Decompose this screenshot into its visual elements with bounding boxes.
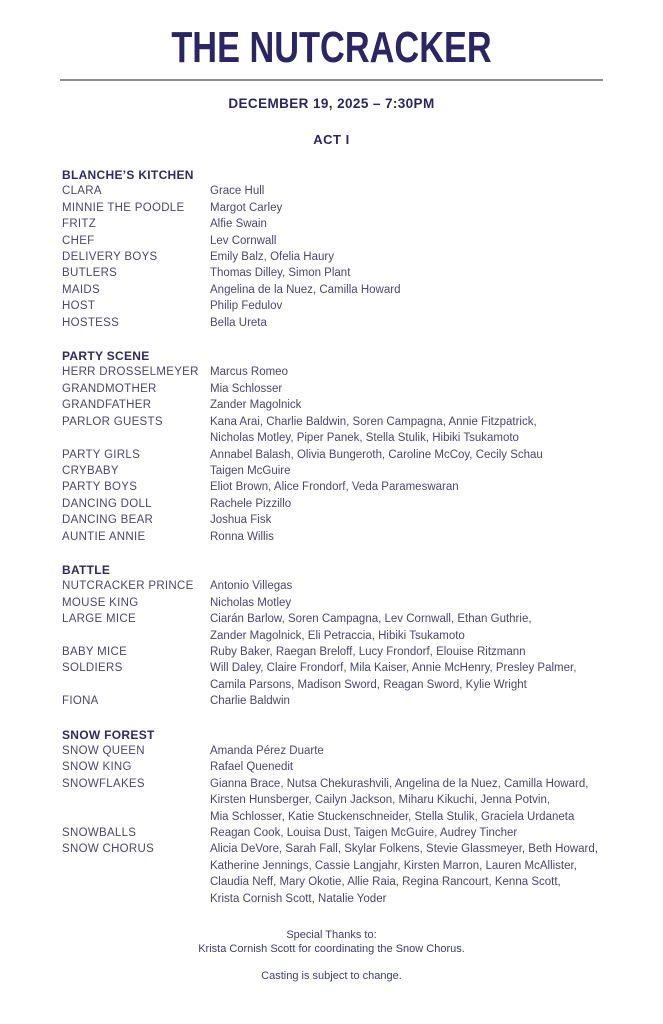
role-label: MAIDS bbox=[62, 283, 100, 296]
cast-name-line: Ronna Willis bbox=[210, 530, 274, 543]
cast-names bbox=[210, 529, 623, 545]
role-label: FIONA bbox=[62, 695, 99, 708]
cast-names bbox=[210, 381, 623, 397]
cast-names bbox=[210, 364, 623, 380]
cast-name-line: Marcus Romeo bbox=[210, 366, 288, 379]
cast-name-line: Zander Magolnick bbox=[210, 399, 302, 412]
cast-row bbox=[62, 364, 623, 380]
cast-row bbox=[62, 183, 623, 199]
cast-name-line: Thomas Dilley, Simon Plant bbox=[210, 267, 351, 280]
cast-names bbox=[210, 479, 623, 495]
role-label: CRYBABY bbox=[62, 464, 119, 477]
role-label: PARTY BOYS bbox=[62, 481, 138, 494]
cast-sections bbox=[0, 167, 663, 907]
cast-names bbox=[210, 216, 623, 232]
cast-names bbox=[210, 447, 623, 463]
cast-names bbox=[210, 265, 623, 281]
cast-names bbox=[210, 183, 623, 199]
cast-row bbox=[62, 414, 623, 447]
cast-name-line: Joshua Fisk bbox=[210, 514, 272, 527]
cast-row bbox=[62, 249, 623, 265]
cast-row bbox=[62, 265, 623, 281]
cast-row bbox=[62, 759, 623, 775]
cast-row bbox=[62, 841, 623, 907]
cast-name-line: Camila Parsons, Madison Sword, Reagan Sword, Kylie Wright bbox=[210, 678, 527, 691]
role-label: SOLDIERS bbox=[62, 662, 123, 675]
cast-name-line: Claudia Neff, Mary Okotie, Allie Raia, Regina Rancourt, Kenna Scott, bbox=[210, 876, 561, 889]
section-rows bbox=[62, 578, 623, 709]
section-title: BLANCHE’S KITCHEN bbox=[62, 168, 194, 182]
cast-name-line: Antonio Villegas bbox=[210, 580, 293, 593]
section-title: SNOW FOREST bbox=[62, 727, 155, 742]
cast-names bbox=[210, 776, 623, 825]
role-label: DANCING DOLL bbox=[62, 497, 152, 510]
section-rows bbox=[62, 364, 623, 544]
cast-names bbox=[210, 233, 623, 249]
cast-names bbox=[210, 578, 623, 594]
role-label: LARGE MICE bbox=[62, 613, 136, 626]
cast-name-line: Eliot Brown, Alice Frondorf, Veda Parameswaran bbox=[210, 481, 459, 494]
cast-row bbox=[62, 282, 623, 298]
cast-row bbox=[62, 200, 623, 216]
cast-names bbox=[210, 200, 623, 216]
role-label: AUNTIE ANNIE bbox=[62, 530, 146, 543]
role-label: MINNIE THE POODLE bbox=[62, 201, 185, 214]
cast-name-line: Bella Ureta bbox=[210, 316, 267, 329]
cast-name-line: Ruby Baker, Raegan Breloff, Lucy Frondorf, Elouise Ritzmann bbox=[210, 645, 526, 658]
section-rows bbox=[62, 743, 623, 907]
casting-note: Casting is subject to change. bbox=[261, 970, 402, 983]
cast-names bbox=[210, 463, 623, 479]
performance-datetime: DECEMBER 19, 2025 – 7:30PM bbox=[228, 96, 435, 111]
role-label: BUTLERS bbox=[62, 267, 118, 280]
role-label: PARTY GIRLS bbox=[62, 448, 141, 461]
cast-names bbox=[210, 825, 623, 841]
cast-row bbox=[62, 298, 623, 314]
role-label: HOSTESS bbox=[62, 316, 120, 329]
cast-names bbox=[210, 611, 623, 644]
cast-row bbox=[62, 496, 623, 512]
cast-row bbox=[62, 743, 623, 759]
act-heading: ACT I bbox=[313, 132, 350, 147]
cast-names bbox=[210, 496, 623, 512]
cast-names bbox=[210, 743, 623, 759]
cast-name-line: Mia Schlosser bbox=[210, 382, 283, 395]
cast-name-line: Taigen McGuire bbox=[210, 464, 291, 477]
role-label: HOST bbox=[62, 300, 96, 313]
cast-names bbox=[210, 298, 623, 314]
cast-names bbox=[210, 512, 623, 528]
role-label: SNOW QUEEN bbox=[62, 745, 145, 757]
cast-name-line: Grace Hull bbox=[210, 185, 265, 198]
cast-name-line: Margot Carley bbox=[210, 201, 283, 214]
role-label: CHEF bbox=[62, 234, 95, 247]
section-title: BATTLE bbox=[62, 562, 111, 577]
cast-row bbox=[62, 693, 623, 709]
role-label: PARLOR GUESTS bbox=[62, 415, 163, 428]
cast-section bbox=[62, 727, 623, 907]
cast-name-line: Katherine Jennings, Cassie Langjahr, Kirsten Marron, Lauren McAllister, bbox=[210, 859, 577, 872]
role-label: DELIVERY BOYS bbox=[62, 251, 158, 264]
cast-name-line: Lev Cornwall bbox=[210, 234, 277, 247]
cast-name-line: Amanda Pérez Duarte bbox=[210, 745, 324, 757]
cast-section bbox=[62, 562, 623, 710]
cast-name-line: Philip Fedulov bbox=[210, 300, 283, 313]
role-label: GRANDMOTHER bbox=[62, 382, 157, 395]
footer bbox=[0, 929, 663, 984]
role-label: SNOWFLAKES bbox=[62, 777, 145, 790]
role-label: HERR DROSSELMEYER bbox=[62, 366, 199, 379]
cast-name-line: Nicholas Motley, Piper Panek, Stella Stulik, Hibiki Tsukamoto bbox=[210, 432, 519, 445]
role-label: SNOW KING bbox=[62, 761, 132, 774]
cast-row bbox=[62, 397, 623, 413]
cast-name-line: Charlie Baldwin bbox=[210, 695, 290, 708]
role-label: CLARA bbox=[62, 185, 102, 198]
cast-name-line: Angelina de la Nuez, Camilla Howard bbox=[210, 283, 401, 296]
role-label: MOUSE KING bbox=[62, 596, 139, 609]
cast-row bbox=[62, 825, 623, 841]
cast-name-line: Nicholas Motley bbox=[210, 596, 292, 609]
cast-names bbox=[210, 595, 623, 611]
cast-row bbox=[62, 479, 623, 495]
cast-row bbox=[62, 644, 623, 660]
title-divider bbox=[60, 79, 603, 81]
cast-names bbox=[210, 397, 623, 413]
role-label: GRANDFATHER bbox=[62, 399, 152, 412]
cast-names bbox=[210, 759, 623, 775]
cast-row bbox=[62, 776, 623, 825]
cast-name-line: Reagan Cook, Louisa Dust, Taigen McGuire, Audrey Tincher bbox=[210, 827, 518, 840]
cast-row bbox=[62, 595, 623, 611]
cast-row bbox=[62, 463, 623, 479]
cast-name-line: Rafael Quenedit bbox=[210, 761, 294, 774]
cast-row bbox=[62, 611, 623, 644]
special-thanks-text: Krista Cornish Scott for coordinating the Snow Chorus. bbox=[198, 942, 465, 955]
cast-row bbox=[62, 512, 623, 528]
cast-name-line: Will Daley, Claire Frondorf, Mila Kaiser, Annie McHenry, Presley Palmer, bbox=[210, 662, 577, 675]
cast-names bbox=[210, 414, 623, 447]
cast-name-line: Gianna Brace, Nutsa Chekurashvili, Angelina de la Nuez, Camilla Howard, bbox=[210, 777, 589, 790]
cast-names bbox=[210, 660, 623, 693]
cast-row bbox=[62, 216, 623, 232]
role-label: FRITZ bbox=[62, 218, 97, 231]
page-title: THE NUTCRACKER bbox=[171, 23, 492, 72]
role-label: BABY MICE bbox=[62, 645, 128, 658]
cast-name-line: Ciarán Barlow, Soren Campagna, Lev Cornwall, Ethan Guthrie, bbox=[210, 613, 532, 626]
cast-names bbox=[210, 282, 623, 298]
section-rows bbox=[62, 183, 623, 331]
cast-section bbox=[62, 167, 623, 331]
cast-row bbox=[62, 529, 623, 545]
cast-row bbox=[62, 660, 623, 693]
role-label: NUTCRACKER PRINCE bbox=[62, 580, 194, 593]
cast-names bbox=[210, 693, 623, 709]
role-label: DANCING BEAR bbox=[62, 514, 154, 527]
cast-section bbox=[62, 348, 623, 545]
cast-row bbox=[62, 381, 623, 397]
cast-row bbox=[62, 447, 623, 463]
special-thanks-heading: Special Thanks to: bbox=[286, 929, 377, 942]
cast-row bbox=[62, 315, 623, 331]
cast-name-line: Rachele Pizzillo bbox=[210, 497, 292, 510]
cast-name-line: Kana Arai, Charlie Baldwin, Soren Campagna, Annie Fitzpatrick, bbox=[210, 415, 537, 428]
cast-names bbox=[210, 249, 623, 265]
cast-name-line: Emily Balz, Ofelia Haury bbox=[210, 251, 334, 264]
role-label: SNOWBALLS bbox=[62, 827, 137, 840]
cast-name-line: Zander Magolnick, Eli Petraccia, Hibiki Tsukamoto bbox=[210, 629, 465, 642]
cast-names bbox=[210, 841, 623, 907]
cast-name-line: Krista Cornish Scott, Natalie Yoder bbox=[210, 892, 387, 905]
cast-row bbox=[62, 233, 623, 249]
cast-name-line: Mia Schlosser, Katie Stuckenschneider, Stella Stulik, Graciela Urdaneta bbox=[210, 810, 575, 823]
cast-name-line: Kirsten Hunsberger, Cailyn Jackson, Miharu Kikuchi, Jenna Potvin, bbox=[210, 794, 551, 807]
role-label: SNOW CHORUS bbox=[62, 843, 155, 856]
cast-name-line: Alicia DeVore, Sarah Fall, Skylar Folkens, Stevie Glassmeyer, Beth Howard, bbox=[210, 843, 598, 856]
section-title: PARTY SCENE bbox=[62, 349, 150, 364]
cast-names bbox=[210, 644, 623, 660]
cast-name-line: Alfie Swain bbox=[210, 218, 267, 231]
cast-row bbox=[62, 578, 623, 594]
cast-name-line: Annabel Balash, Olivia Bungeroth, Caroline McCoy, Cecily Schau bbox=[210, 448, 543, 461]
cast-names bbox=[210, 315, 623, 331]
